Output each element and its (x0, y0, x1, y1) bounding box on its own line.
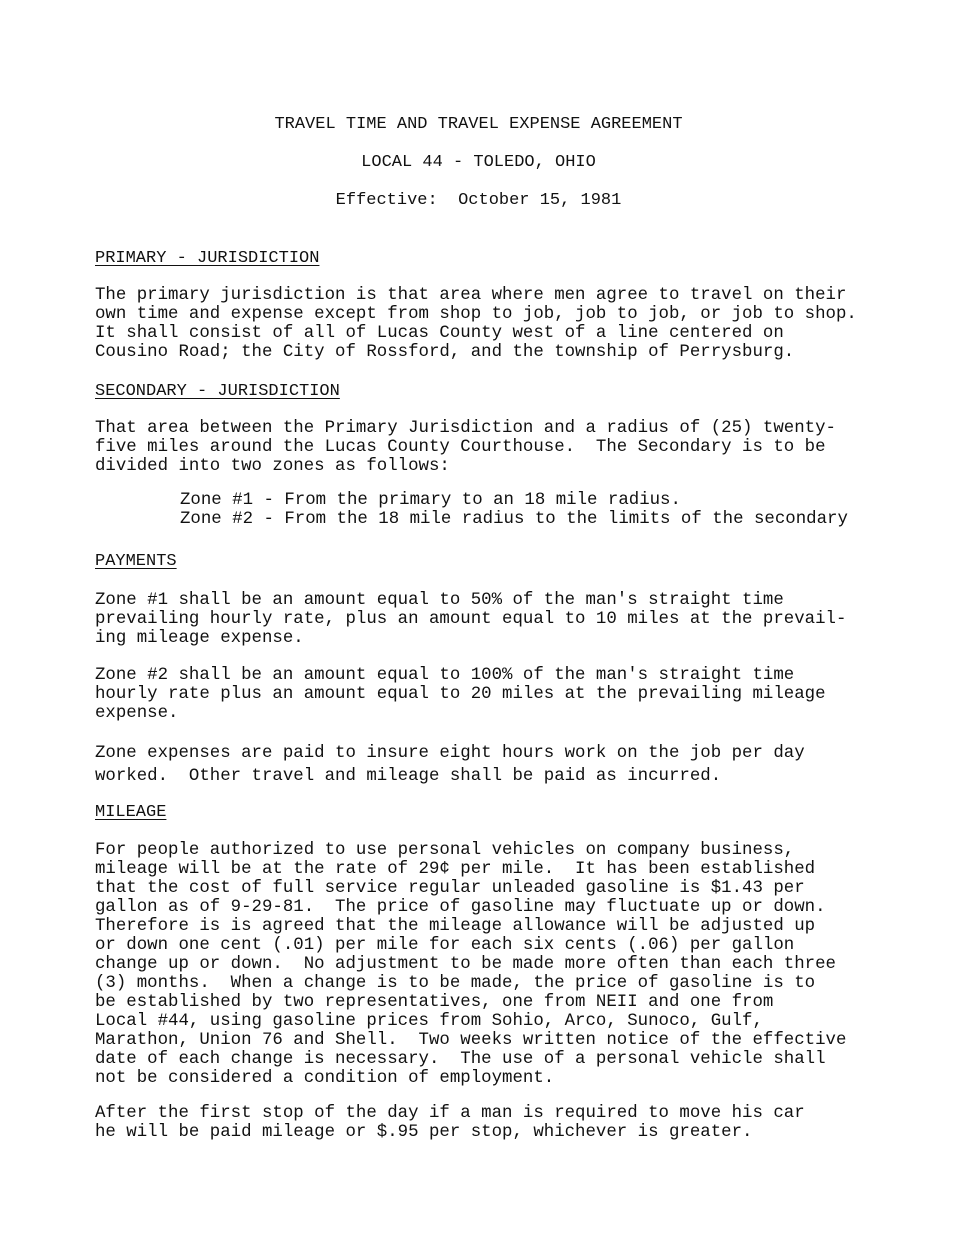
text-line: change up or down. No adjustment to be made more often than each three (95, 955, 836, 974)
text-line: be established by two representatives, one from NEII and one from (95, 993, 774, 1012)
text-line: expense. (95, 704, 179, 723)
zone-item: Zone #2 - From the 18 mile radius to the limits of the secondary (180, 510, 848, 529)
text-line: After the first stop of the day if a man is required to move his car (95, 1104, 805, 1123)
text-line: Zone #2 shall be an amount equal to 100% of the man's straight time (95, 666, 795, 685)
text-line: or down one cent (.01) per mile for each six cents (.06) per gallon (95, 936, 795, 955)
text-line: not be considered a condition of employment. (95, 1069, 555, 1088)
text-line: mileage will be at the rate of 29¢ per mile. It has been established (95, 860, 816, 879)
zone-item: Zone #1 - From the primary to an 18 mile radius. (180, 491, 681, 510)
zone-list (180, 491, 848, 529)
text-line: he will be paid mileage or $.95 per stop, whichever is greater. (95, 1123, 753, 1142)
text-line: hourly rate plus an amount equal to 20 miles at the prevailing mileage (95, 685, 826, 704)
payments-zone2-paragraph (95, 666, 826, 723)
text-line: (3) months. When a change is to be made, the price of gasoline is to (95, 974, 816, 993)
text-line: Cousino Road; the City of Rossford, and the township of Perrysburg. (95, 343, 795, 362)
text-line: Local #44, using gasoline prices from Sohio, Arco, Sunoco, Gulf, (95, 1012, 763, 1031)
mileage-heading: MILEAGE (95, 803, 167, 822)
text-line: It shall consist of all of Lucas County west of a line centered on (95, 324, 784, 343)
secondary-jurisdiction-heading: SECONDARY - JURISDICTION (95, 382, 340, 401)
text-line: divided into two zones as follows: (95, 457, 450, 476)
text-line: worked. Other travel and mileage shall be paid as incurred. (95, 767, 722, 786)
payments-zone1-paragraph (95, 591, 846, 648)
primary-jurisdiction-heading: PRIMARY - JURISDICTION (95, 249, 320, 268)
text-line: ing mileage expense. (95, 629, 304, 648)
text-line: Zone #1 shall be an amount equal to 50% of the man's straight time (95, 591, 784, 610)
payments-zone-expenses-paragraph (95, 742, 805, 788)
text-line: five miles around the Lucas County Courthouse. The Secondary is to be (95, 438, 826, 457)
primary-jurisdiction-paragraph (95, 286, 857, 362)
text-line: date of each change is necessary. The use of a personal vehicle shall (95, 1050, 826, 1069)
text-line: that the cost of full service regular unleaded gasoline is $1.43 per (95, 879, 805, 898)
mileage-rate-paragraph (95, 841, 846, 1088)
text-line: Marathon, Union 76 and Shell. Two weeks written notice of the effective (95, 1031, 847, 1050)
mileage-stop-paragraph (95, 1104, 805, 1142)
text-line: Therefore is is agreed that the mileage allowance will be adjusted up (95, 917, 816, 936)
text-line: That area between the Primary Jurisdiction and a radius of (25) twenty- (95, 419, 836, 438)
text-line: gallon as of 9-29-81. The price of gasoline may fluctuate up or down. (95, 898, 826, 917)
document-title: TRAVEL TIME AND TRAVEL EXPENSE AGREEMENT (274, 115, 683, 134)
document-effective-date: Effective: October 15, 1981 (335, 191, 622, 210)
text-line: The primary jurisdiction is that area where men agree to travel on their (95, 286, 847, 305)
document-local: LOCAL 44 - TOLEDO, OHIO (361, 153, 596, 172)
text-line: For people authorized to use personal vehicles on company business, (95, 841, 795, 860)
text-line: own time and expense except from shop to job, job to job, or job to shop. (95, 305, 857, 324)
payments-heading: PAYMENTS (95, 552, 177, 571)
text-line: prevailing hourly rate, plus an amount equal to 10 miles at the prevail- (95, 610, 847, 629)
secondary-jurisdiction-paragraph (95, 419, 836, 476)
text-line: Zone expenses are paid to insure eight hours work on the job per day (95, 744, 805, 763)
